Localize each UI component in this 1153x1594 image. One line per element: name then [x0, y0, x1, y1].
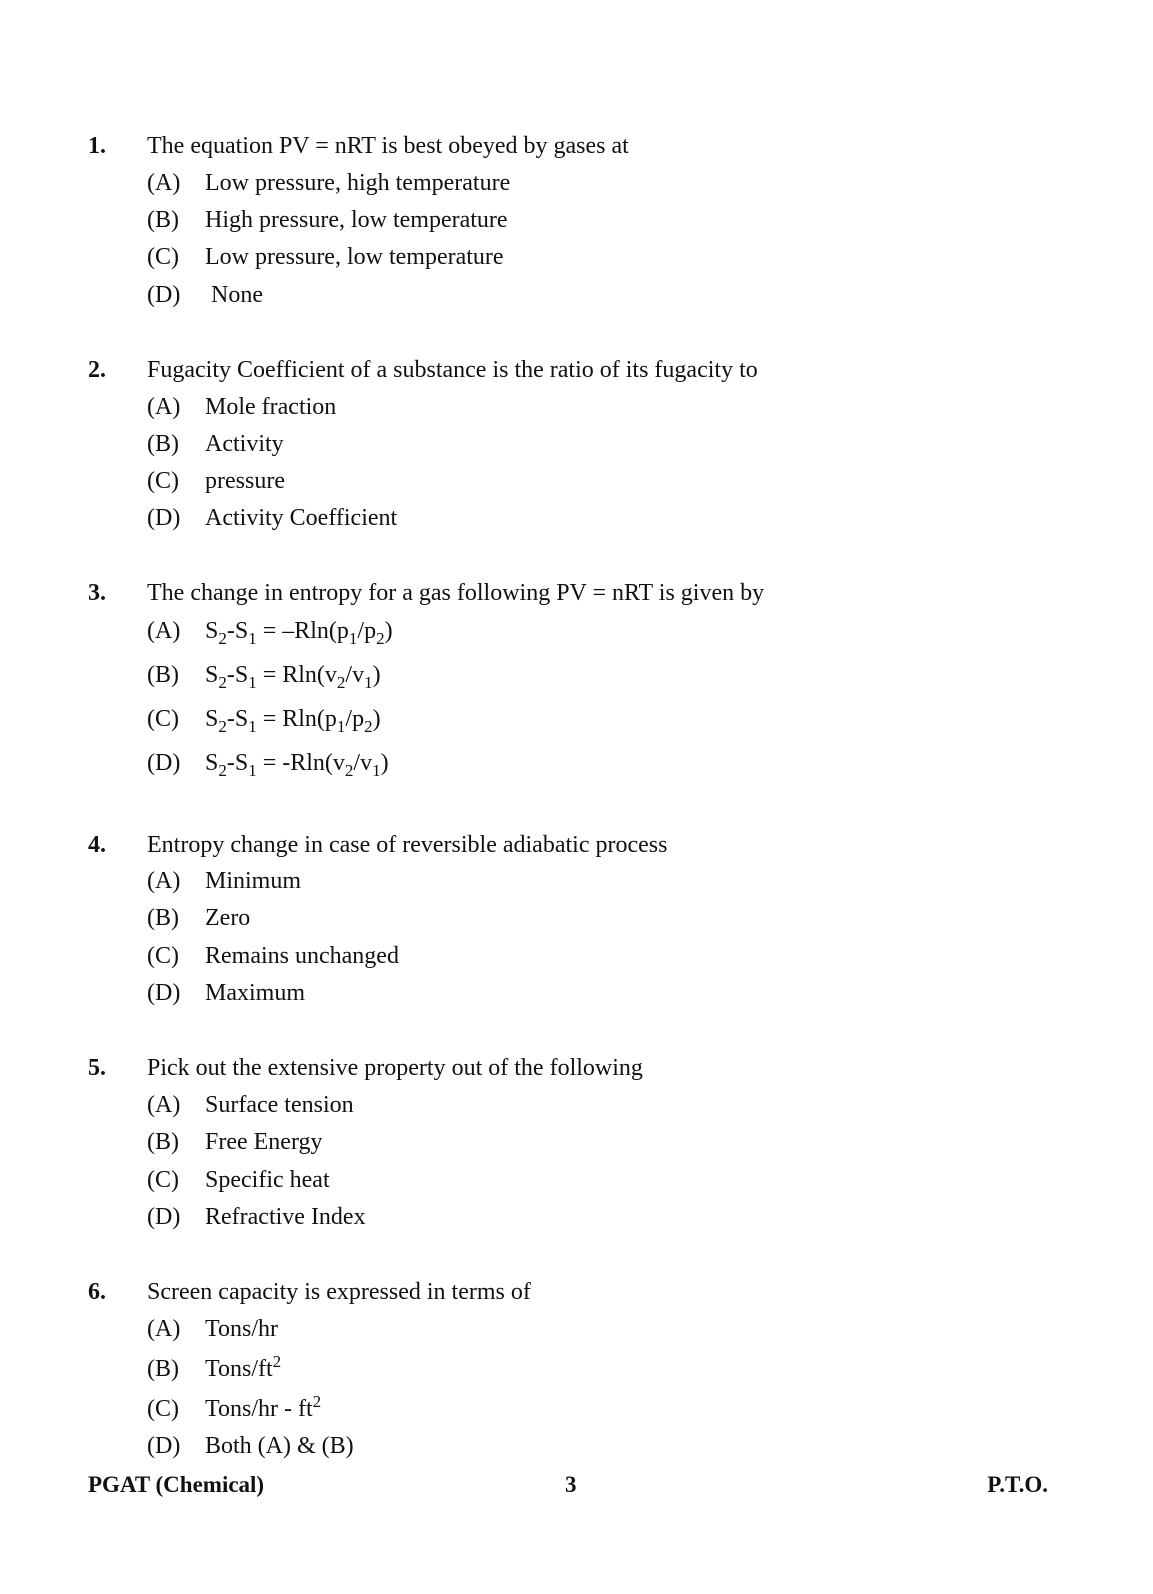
option-text: Refractive Index	[205, 1204, 366, 1230]
option-4d	[147, 979, 1047, 1007]
option-text: Minimum	[205, 868, 302, 894]
option-text: Mole fraction	[205, 394, 337, 420]
option-text: Tons/$ft^2$	[205, 1352, 282, 1382]
question-text: The equation PV = nRT is best obeyed by gases at	[147, 133, 629, 159]
option-label: (A)	[147, 1316, 181, 1342]
option-text: Low pressure, high temperature	[205, 170, 511, 196]
option-label: (A)	[147, 1092, 181, 1118]
option-text: Activity	[205, 431, 284, 457]
option-label: (D)	[147, 282, 181, 308]
option-2d	[147, 504, 1047, 532]
option-label: (B)	[147, 662, 179, 688]
question-number: 2.	[88, 357, 106, 383]
option-6a	[147, 1315, 1047, 1343]
option-text: Tons/hr	[205, 1316, 278, 1342]
option-label: (D)	[147, 750, 181, 776]
option-3b	[147, 661, 1047, 692]
question-number: 3.	[88, 580, 106, 606]
option-label: (D)	[147, 980, 181, 1006]
option-label: (B)	[147, 1356, 179, 1382]
option-2c	[147, 467, 1047, 495]
option-label: (B)	[147, 1129, 179, 1155]
question-text: The change in entropy for a gas following PV = nRT is given by	[147, 580, 765, 606]
option-3a	[147, 617, 1047, 648]
option-5d	[147, 1203, 1047, 1231]
option-4a	[147, 867, 1047, 895]
option-text: None	[211, 282, 263, 308]
option-1a	[147, 169, 1047, 197]
option-text: Activity Coefficient	[205, 505, 398, 531]
option-4c	[147, 942, 1047, 970]
option-formula: $S_2-S_1 = -Rln(v_2/v_1)$	[205, 750, 389, 780]
option-3c	[147, 705, 1047, 736]
option-1b	[147, 206, 1047, 234]
question-text: Screen capacity is expressed in terms of	[147, 1279, 531, 1305]
option-2a	[147, 393, 1047, 421]
option-5a	[147, 1091, 1047, 1119]
option-formula: $S_2-S_1 = Rln(v_2/v_1)$	[205, 662, 381, 692]
option-label: (C)	[147, 943, 179, 969]
option-1c	[147, 243, 1047, 271]
option-label: (C)	[147, 1167, 179, 1193]
question-number: 6.	[88, 1279, 106, 1305]
option-label: (C)	[147, 1396, 179, 1422]
option-label: (B)	[147, 207, 179, 233]
option-text: Free Energy	[205, 1129, 323, 1155]
option-6d	[147, 1432, 1047, 1460]
exam-name: PGAT (Chemical)	[88, 1472, 265, 1497]
option-text: Low pressure, low temperature	[205, 244, 504, 270]
option-text: Specific heat	[205, 1167, 330, 1193]
option-label: (A)	[147, 170, 181, 196]
option-text: pressure	[205, 468, 285, 494]
option-formula: $S_2-S_1 = -Rln(p_1/p_2)$	[205, 618, 393, 648]
pto-label: P.T.O.	[987, 1472, 1048, 1497]
option-label: (C)	[147, 468, 179, 494]
option-6b	[147, 1352, 1047, 1383]
option-4b	[147, 904, 1047, 932]
page-number: 3	[565, 1472, 577, 1497]
page-footer	[0, 1470, 1153, 1500]
option-label: (A)	[147, 394, 181, 420]
question-number: 4.	[88, 832, 106, 858]
option-3d	[147, 749, 1047, 780]
option-label: (C)	[147, 244, 179, 270]
option-label: (B)	[147, 431, 179, 457]
option-text: Maximum	[205, 980, 305, 1006]
option-label: (A)	[147, 868, 181, 894]
option-label: (D)	[147, 1433, 181, 1459]
question-text: Fugacity Coefficient of a substance is the ratio of its fugacity to	[147, 357, 758, 383]
option-2b	[147, 430, 1047, 458]
option-label: (D)	[147, 505, 181, 531]
question-number: 1.	[88, 133, 106, 159]
option-label: (C)	[147, 706, 179, 732]
option-text: Tons/hr - $ft^2$	[205, 1392, 322, 1422]
option-text: High pressure, low temperature	[205, 207, 508, 233]
option-5b	[147, 1128, 1047, 1156]
question-text: Pick out the extensive property out of the following	[147, 1055, 643, 1081]
option-text: Remains unchanged	[205, 943, 399, 969]
option-label: (A)	[147, 618, 181, 644]
option-text: Surface tension	[205, 1092, 354, 1118]
option-text: Both (A) & (B)	[205, 1433, 354, 1459]
option-1d	[147, 281, 1047, 309]
option-formula: $S_2-S_1 = Rln(p_1/p_2)$	[205, 706, 381, 736]
option-label: (B)	[147, 905, 179, 931]
option-text: Zero	[205, 905, 251, 931]
option-5c	[147, 1166, 1047, 1194]
question-number: 5.	[88, 1055, 106, 1081]
question-text: Entropy change in case of reversible adiabatic process	[147, 832, 668, 858]
option-6c	[147, 1392, 1047, 1423]
option-label: (D)	[147, 1204, 181, 1230]
